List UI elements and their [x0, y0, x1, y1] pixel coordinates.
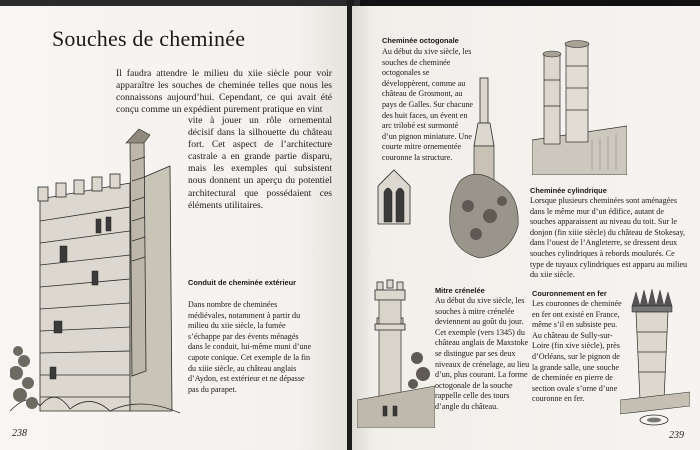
section-heading-octagonal: Cheminée octogonale [382, 36, 459, 45]
castle-wall-illustration [10, 121, 185, 421]
intro-paragraph-part-2: vite à jouer un rôle ornemental décisif dans la silhouette du château fort. Cet aspect de l’architecture castrale a en grande partie disparu, mais les exemples qui subsistent nous donnent un aperçu du potentiel architectural que possédaient ces éléments utilitaires. [188, 115, 332, 211]
right-page [352, 6, 700, 450]
section-heading-crenellated: Mitre crénelée [435, 286, 485, 295]
iron-crown-chimney-illustration [620, 288, 690, 428]
section-text-exterior-flue: Dans nombre de cheminées médiévales, notamment à partir du milieu du xiie siècle, la fumée s’échappe par des évents ménagés dans le conduit, lui-même muni d’une capote conique. Cet exemple de la fin du xiiie siècle, au château anglais d’Aydon, est extérieur et ne dépasse pas du parapet. [188, 300, 312, 394]
cylindrical-chimneys-illustration [532, 40, 627, 175]
section-text-iron-crown: Les couronnes de cheminée en fer ont existé en France, même s’il en subsiste peu. Au château de Sully-sur-Loire (fin xive siècle), près d’Orléans, sur le pignon de la grande salle, une souche de cheminée en pierre de section ovale s’orne d’une couronne en fer. [532, 299, 622, 404]
octagonal-chimney-illustration [440, 76, 525, 266]
page-number-left: 238 [12, 428, 27, 439]
section-text-octagonal: Au début du xive siècle, les souches de cheminée octogonales se développèrent, comme au château de Grosmont, au pays de Galles. Sur chacune des huit faces, un évent en arc trilobé est surmonté d’un pignon miniature. Une courte mitre ornementée couronne la structure. [382, 47, 474, 162]
section-heading-iron-crown: Couronnement en fer [532, 289, 607, 298]
section-text-cylindrical: Lorsque plusieurs cheminées sont aménagées dans le même mur d’un édifice, autant de souches apparaissent au niveau du toit. Sur le donjon (fin xiiie siècle) du château de Stokesay, dans l’ouest de l’Angleterre, se dressent deux souches cylindriques à rebords moulurés. Ce type de tuyaux cylindriques est apparu au milieu du xiie siècle. [530, 196, 688, 280]
trefoil-vent-detail-icon [376, 166, 412, 226]
intro-paragraph-part-1: Il faudra attendre le milieu du xiie siècle pour voir apparaître les souches de cheminée telles que nous les connaissons aujourd’hui. Cependant, ce qui avait été conçu comme un expédient purement pratique en vint [116, 68, 332, 116]
crenellated-mitre-illustration [357, 278, 435, 428]
left-page [0, 6, 349, 450]
section-text-crenellated: Au début du xive siècle, les souches à mitre crénelée deviennent au goût du jour. Cet exemple (vers 1345) du château anglais de Maxstoke se distingue par ses deux niveaux de crénelage, au lieu d’un, plus courant. La forme octogonale de la souche rappelle celle des tours d’angle du château. [435, 296, 530, 411]
page-number-right: 239 [669, 430, 684, 441]
section-heading-cylindrical: Cheminée cylindrique [530, 186, 607, 195]
section-heading-exterior-flue: Conduit de cheminée extérieur [188, 278, 297, 287]
page-title: Souches de cheminée [52, 26, 246, 51]
